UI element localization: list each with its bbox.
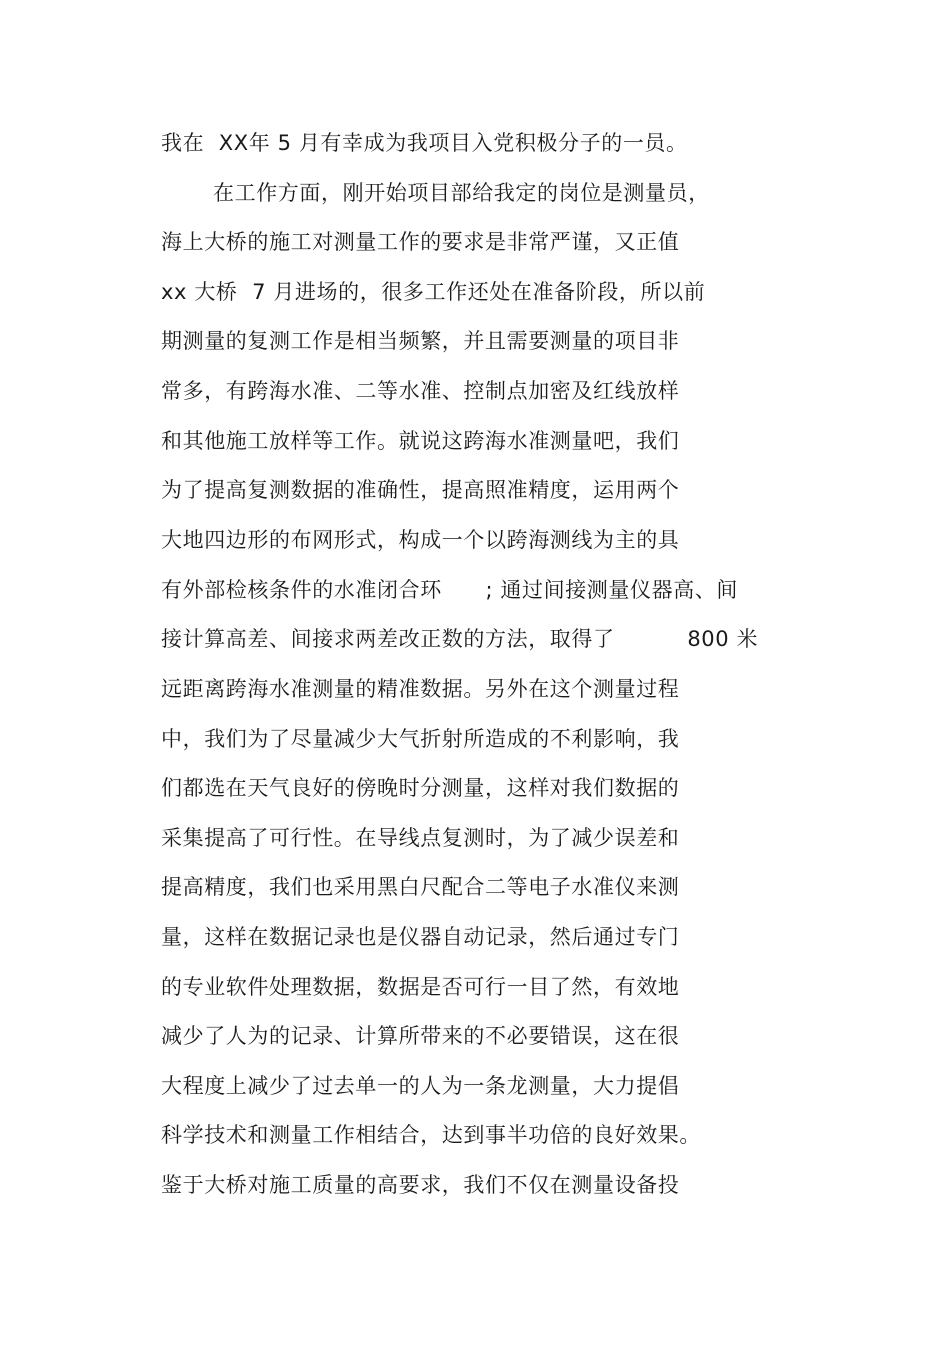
text-line-6: 常多，有跨海水准、二等水准、控制点加密及红线放样 xyxy=(161,379,680,403)
text-line-14: 们都选在天气良好的傍晚时分测量，这样对我们数据的 xyxy=(161,776,680,800)
text-line-21: 科学技术和测量工作相结合，达到事半功倍的良好效果。 xyxy=(161,1123,701,1147)
text-line-5: 期测量的复测工作是相当频繁，并且需要测量的项目非 xyxy=(161,329,680,353)
text-line-13: 中，我们为了尽量减少大气折射所造成的不利影响，我 xyxy=(161,727,680,751)
text-line-1: 我在 XX年 5 月有幸成为我项目入党积极分子的一员。 xyxy=(161,131,688,155)
text-line-12: 远距离跨海水准测量的精准数据。另外在这个测量过程 xyxy=(161,677,680,701)
text-line-17: 量，这样在数据记录也是仪器自动记录，然后通过专门 xyxy=(161,925,680,949)
text-line-15: 采集提高了可行性。在导线点复测时，为了减少误差和 xyxy=(161,826,680,850)
text-line-4: xx 大桥 7 月进场的，很多工作还处在准备阶段，所以前 xyxy=(161,280,706,304)
text-line-20: 大程度上减少了过去单一的人为一条龙测量，大力提倡 xyxy=(161,1074,680,1098)
text-line-3: 海上大桥的施工对测量工作的要求是非常严谨，又正值 xyxy=(161,230,680,254)
text-line-8: 为了提高复测数据的准确性，提高照准精度，运用两个 xyxy=(161,478,680,502)
text-line-22: 鉴于大桥对施工质量的高要求，我们不仅在测量设备投 xyxy=(161,1173,680,1197)
text-line-9: 大地四边形的布网形式，构成一个以跨海测线为主的具 xyxy=(161,528,680,552)
text-line-18: 的专业软件处理数据，数据是否可行一目了然，有效地 xyxy=(161,975,680,999)
text-line-11: 接计算高差、间接求两差改正数的方法，取得了 800 米 xyxy=(161,627,759,651)
text-line-7: 和其他施工放样等工作。就说这跨海水准测量吧，我们 xyxy=(161,429,680,453)
text-line-19: 减少了人为的记录、计算所带来的不必要错误，这在很 xyxy=(161,1024,680,1048)
text-line-2: 在工作方面，刚开始项目部给我定的岗位是测量员， xyxy=(213,181,710,205)
text-line-10: 有外部检核条件的水准闭合环 ; 通过间接测量仪器高、间 xyxy=(161,578,738,602)
text-line-16: 提高精度，我们也采用黑白尺配合二等电子水准仪来测 xyxy=(161,875,680,899)
